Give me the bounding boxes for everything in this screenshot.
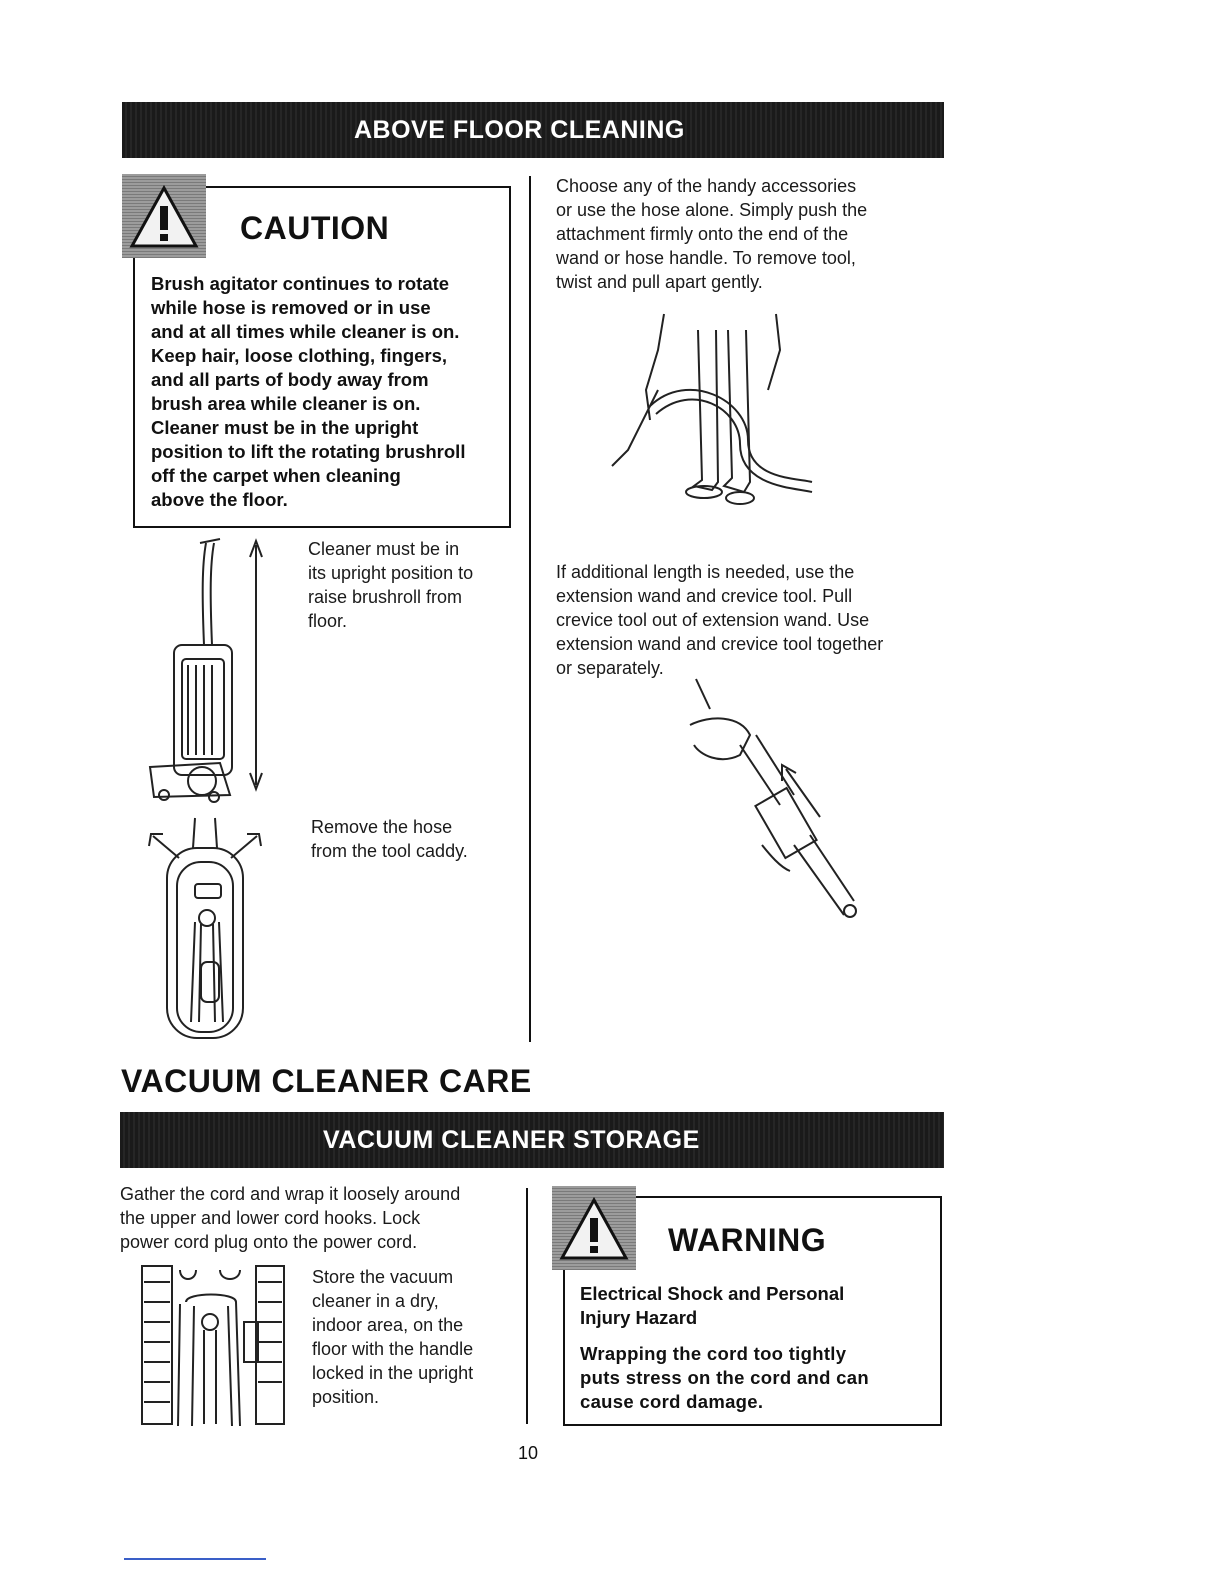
caution-title: CAUTION [240,210,390,246]
section-header-above-floor [122,102,944,158]
warning-text: Wrapping the cord too tightly puts stress on the cord and can cause cord damage. [580,1343,869,1412]
section-header-storage [120,1112,944,1168]
section-header-storage-text: VACUUM CLEANER STORAGE [323,1126,700,1154]
hose-caption: Remove the hose from the tool caddy. [311,817,468,861]
warning-title: WARNING [668,1222,827,1258]
section-header-above-floor-text: ABOVE FLOOR CLEANING [354,116,685,144]
cord-storage-illustration [140,1262,288,1430]
caution-text: Brush agitator continues to rotate while hose is removed or in use and at all times while cleaner is on. Keep hair, loose clothing, fingers, and all parts of body away from brush area while cleaner is on. Cleaner must be in the upright position to lift the rotating brushroll off the carpet when cleaning above the floor. [151,273,466,510]
column-divider-top [529,176,531,1042]
upright-vacuum-illustration [140,535,270,805]
person-using-hose-illustration [608,310,818,510]
footer-rule [124,1558,266,1560]
caution-warning-icon [122,174,206,258]
tool-caddy-illustration [145,812,275,1042]
accessories-text: Choose any of the handy accessories or use the hose alone. Simply push the attachment firmly onto the end of the wand or hose handle. To remove tool, twist and pull apart gently. [556,176,868,292]
store-vacuum-text: Store the vacuum cleaner in a dry, indoor area, on the floor with the handle locked in the upright position. [312,1267,474,1407]
extension-text: If additional length is needed, use the extension wand and crevice tool. Pull crevice tool out of extension wand. Use extension wand and crevice tool together or separately. [556,562,884,678]
warning-hazard: Electrical Shock and Personal Injury Hazard [580,1283,845,1328]
extension-wand-illustration [670,675,860,930]
column-divider-bottom [526,1188,528,1424]
page-number: 10 [518,1443,539,1463]
cord-wrap-text: Gather the cord and wrap it loosely around the upper and lower cord hooks. Lock power cord plug onto the power cord. [120,1184,461,1252]
warning-icon [552,1186,636,1270]
upright-caption: Cleaner must be in its upright position to raise brushroll from floor. [308,539,474,631]
care-heading: VACUUM CLEANER CARE [121,1063,532,1099]
